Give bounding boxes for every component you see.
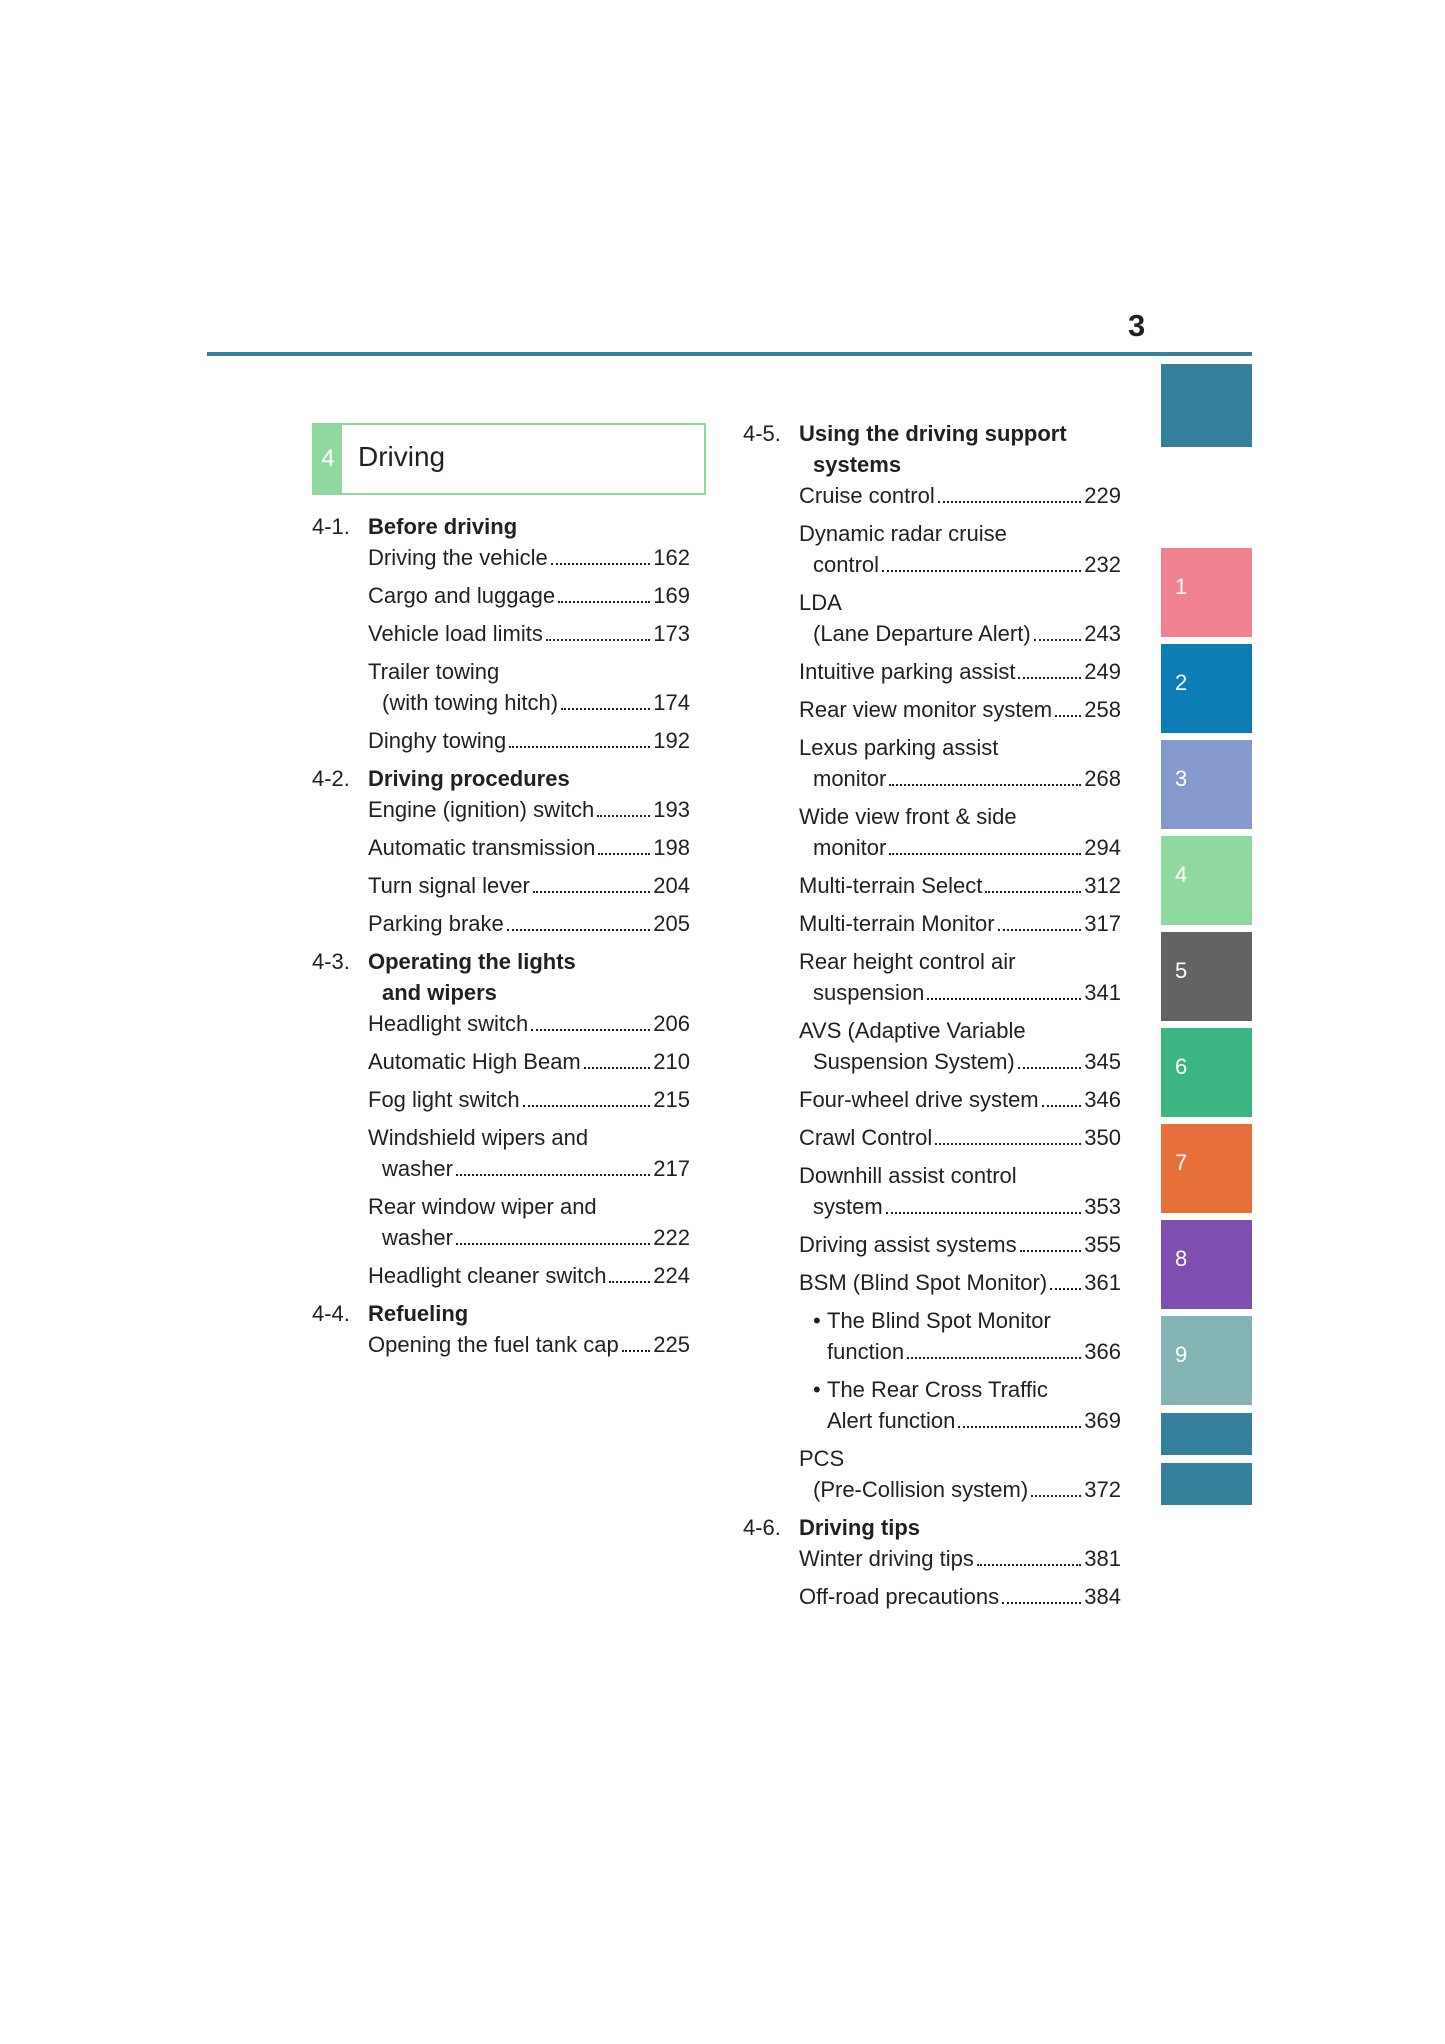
chapter-heading bbox=[312, 423, 706, 495]
toc-entry[interactable] bbox=[368, 656, 690, 718]
entry-label: Vehicle load limits bbox=[368, 621, 543, 646]
entry-label: suspension bbox=[813, 980, 925, 1005]
entry-page: 174 bbox=[653, 690, 690, 715]
toc-entry[interactable] bbox=[368, 725, 690, 756]
toc-entry[interactable] bbox=[799, 801, 1121, 863]
header-rule bbox=[207, 352, 1252, 356]
entry-page: 384 bbox=[1084, 1584, 1121, 1609]
dot-leader bbox=[1050, 1288, 1081, 1290]
entry-label: Intuitive parking assist bbox=[799, 659, 1016, 684]
entry-page: 229 bbox=[1084, 483, 1121, 508]
entry-label: (Pre-Collision system) bbox=[813, 1477, 1029, 1502]
entry-label: Off-road precautions bbox=[799, 1584, 1000, 1609]
entry-label: Turn signal lever bbox=[368, 873, 530, 898]
dot-leader bbox=[584, 1067, 651, 1069]
toc-entry[interactable] bbox=[368, 1046, 690, 1077]
section-heading bbox=[312, 511, 690, 542]
entry-page: 243 bbox=[1084, 621, 1121, 646]
side-tab-top[interactable] bbox=[1161, 364, 1252, 447]
dot-leader bbox=[533, 891, 650, 893]
toc-entry[interactable] bbox=[368, 1329, 690, 1360]
section-number: 4-6. bbox=[743, 1515, 781, 1540]
side-tab-label: 3 bbox=[1175, 766, 1188, 791]
section-title: Operating the lights bbox=[368, 949, 576, 974]
section-title: Refueling bbox=[368, 1301, 469, 1326]
section-title: Before driving bbox=[368, 514, 518, 539]
entry-label: (with towing hitch) bbox=[382, 690, 559, 715]
side-tab-7[interactable] bbox=[1161, 1124, 1252, 1213]
entry-page: 232 bbox=[1084, 552, 1121, 577]
section-title-line2: systems bbox=[813, 452, 902, 477]
section-heading bbox=[743, 1512, 1121, 1543]
toc-entry[interactable] bbox=[799, 1015, 1121, 1077]
side-tab-label: 8 bbox=[1175, 1246, 1188, 1271]
dot-leader bbox=[1034, 639, 1082, 641]
toc-entry[interactable] bbox=[799, 1160, 1121, 1222]
entry-page: 224 bbox=[653, 1263, 690, 1288]
toc-entry[interactable] bbox=[799, 1122, 1121, 1153]
entry-page: 366 bbox=[1084, 1339, 1121, 1364]
entry-label: Crawl Control bbox=[799, 1125, 933, 1150]
dot-leader bbox=[509, 746, 650, 748]
toc-entry[interactable] bbox=[799, 870, 1121, 901]
side-tab-label: 4 bbox=[1175, 862, 1188, 887]
entry-label: Rear view monitor system bbox=[799, 697, 1053, 722]
entry-page: 381 bbox=[1084, 1546, 1121, 1571]
toc-subentry[interactable] bbox=[799, 1374, 1121, 1436]
side-tab-3[interactable] bbox=[1161, 740, 1252, 829]
section-title: Driving tips bbox=[799, 1515, 921, 1540]
entry-label: Cruise control bbox=[799, 483, 935, 508]
dot-leader bbox=[546, 639, 650, 641]
entry-page: 205 bbox=[653, 911, 690, 936]
side-tab-label: 7 bbox=[1175, 1150, 1188, 1175]
section-title: Using the driving support bbox=[799, 421, 1067, 446]
dot-leader bbox=[886, 1212, 1082, 1214]
toc-entry[interactable] bbox=[368, 1191, 690, 1253]
entry-page: 210 bbox=[653, 1049, 690, 1074]
dot-leader bbox=[531, 1029, 650, 1031]
entry-label: Headlight cleaner switch bbox=[368, 1263, 607, 1288]
entry-page: 173 bbox=[653, 621, 690, 646]
toc-entry[interactable] bbox=[799, 587, 1121, 649]
toc-entry[interactable] bbox=[368, 870, 690, 901]
dot-leader bbox=[938, 501, 1082, 503]
entry-page: 198 bbox=[653, 835, 690, 860]
entry-page: 268 bbox=[1084, 766, 1121, 791]
chapter-title: Driving bbox=[358, 441, 446, 472]
dot-leader bbox=[985, 891, 1081, 893]
toc-subentry[interactable] bbox=[799, 1305, 1121, 1367]
entry-page: 222 bbox=[653, 1225, 690, 1250]
entry-page: 353 bbox=[1084, 1194, 1121, 1219]
entry-label: Multi-terrain Select bbox=[799, 873, 983, 898]
dot-leader bbox=[561, 708, 650, 710]
side-tab-label: 5 bbox=[1175, 958, 1188, 983]
entry-page: 217 bbox=[653, 1156, 690, 1181]
entry-page: 215 bbox=[653, 1087, 690, 1112]
entry-label: washer bbox=[382, 1156, 453, 1181]
entry-label: Alert function bbox=[827, 1408, 956, 1433]
dot-leader bbox=[1018, 1067, 1082, 1069]
entry-label-line1: Trailer towing bbox=[368, 659, 500, 684]
entry-page: 345 bbox=[1084, 1049, 1121, 1074]
dot-leader bbox=[598, 853, 650, 855]
entry-page: 369 bbox=[1084, 1408, 1121, 1433]
side-tab-8[interactable] bbox=[1161, 1220, 1252, 1309]
dot-leader bbox=[551, 563, 651, 565]
side-tab-1[interactable] bbox=[1161, 548, 1252, 637]
side-tab-5[interactable] bbox=[1161, 932, 1252, 1021]
dot-leader bbox=[456, 1243, 650, 1245]
entry-label-line1: PCS bbox=[799, 1446, 845, 1471]
dot-leader bbox=[558, 601, 650, 603]
toc-entry[interactable] bbox=[799, 908, 1121, 939]
entry-label: Winter driving tips bbox=[799, 1546, 974, 1571]
entry-page: 258 bbox=[1084, 697, 1121, 722]
entry-label-line1: AVS (Adaptive Variable bbox=[799, 1018, 1026, 1043]
toc-entry[interactable] bbox=[799, 1443, 1121, 1505]
entry-label-line1: Dynamic radar cruise bbox=[799, 521, 1007, 546]
toc-entry[interactable] bbox=[368, 832, 690, 863]
dot-leader bbox=[907, 1357, 1081, 1359]
dot-leader bbox=[882, 570, 1081, 572]
dot-leader bbox=[977, 1564, 1081, 1566]
dot-leader bbox=[1042, 1105, 1082, 1107]
entry-page: 341 bbox=[1084, 980, 1121, 1005]
toc-entry[interactable] bbox=[799, 656, 1121, 687]
toc-entry[interactable] bbox=[368, 908, 690, 939]
dot-leader bbox=[456, 1174, 650, 1176]
entry-label-line1: LDA bbox=[799, 590, 842, 615]
entry-page: 193 bbox=[653, 797, 690, 822]
dot-leader bbox=[597, 815, 650, 817]
entry-page: 361 bbox=[1084, 1270, 1121, 1295]
entry-page: 312 bbox=[1084, 873, 1121, 898]
toc-entry[interactable] bbox=[368, 542, 690, 573]
dot-leader bbox=[523, 1105, 651, 1107]
side-tab-label: 9 bbox=[1175, 1342, 1188, 1367]
entry-label-line1: Downhill assist control bbox=[799, 1163, 1017, 1188]
entry-label: Driving assist systems bbox=[799, 1232, 1017, 1257]
toc-entry[interactable] bbox=[368, 580, 690, 611]
entry-page: 249 bbox=[1084, 659, 1121, 684]
entry-label: control bbox=[813, 552, 880, 577]
side-tab-2[interactable] bbox=[1161, 644, 1252, 733]
toc-entry[interactable] bbox=[799, 518, 1121, 580]
section-title-line2: and wipers bbox=[382, 980, 497, 1005]
entry-label: BSM (Blind Spot Monitor) bbox=[799, 1270, 1048, 1295]
toc-entry[interactable] bbox=[368, 1008, 690, 1039]
dot-leader bbox=[622, 1350, 651, 1352]
side-tab-extra-1[interactable] bbox=[1161, 1413, 1252, 1455]
entry-label: (Lane Departure Alert) bbox=[813, 621, 1031, 646]
entry-label: Fog light switch bbox=[368, 1087, 520, 1112]
section-number: 4-5. bbox=[743, 421, 781, 446]
entry-page: 350 bbox=[1084, 1125, 1121, 1150]
entry-page: 355 bbox=[1084, 1232, 1121, 1257]
entry-page: 372 bbox=[1084, 1477, 1121, 1502]
section-heading bbox=[312, 1298, 690, 1329]
entry-page: 169 bbox=[653, 583, 690, 608]
toc-entry[interactable] bbox=[799, 480, 1121, 511]
side-tab-label: 6 bbox=[1175, 1054, 1188, 1079]
section-heading bbox=[743, 418, 1121, 480]
section-number: 4-2. bbox=[312, 766, 350, 791]
dot-leader bbox=[507, 929, 651, 931]
entry-label: Opening the fuel tank cap bbox=[368, 1332, 619, 1357]
entry-page: 206 bbox=[653, 1011, 690, 1036]
entry-label-line1: Rear height control air bbox=[799, 949, 1016, 974]
entry-page: 204 bbox=[653, 873, 690, 898]
entry-label: Suspension System) bbox=[813, 1049, 1015, 1074]
entry-label: Automatic transmission bbox=[368, 835, 596, 860]
toc-entry[interactable] bbox=[799, 1229, 1121, 1260]
section-number: 4-4. bbox=[312, 1301, 350, 1326]
entry-label: Engine (ignition) switch bbox=[368, 797, 595, 822]
toc-entry[interactable] bbox=[368, 794, 690, 825]
entry-label-line1: Wide view front & side bbox=[799, 804, 1017, 829]
section-heading bbox=[312, 763, 690, 794]
dot-leader bbox=[1018, 677, 1081, 679]
toc-left-column bbox=[312, 511, 690, 1367]
toc-entry[interactable] bbox=[799, 1267, 1121, 1298]
toc-right-column bbox=[743, 418, 1121, 1619]
section-title: Driving procedures bbox=[368, 766, 570, 791]
dot-leader bbox=[998, 929, 1082, 931]
entry-label: monitor bbox=[813, 835, 887, 860]
section-number: 4-1. bbox=[312, 514, 350, 539]
entry-label-line1: Rear window wiper and bbox=[368, 1194, 597, 1219]
side-tab-extra-2[interactable] bbox=[1161, 1463, 1252, 1505]
side-tab-6[interactable] bbox=[1161, 1028, 1252, 1117]
section-heading bbox=[312, 946, 690, 1008]
toc-entry[interactable] bbox=[368, 618, 690, 649]
dot-leader bbox=[1055, 715, 1081, 717]
entry-label: Four-wheel drive system bbox=[799, 1087, 1039, 1112]
section-number: 4-3. bbox=[312, 949, 350, 974]
entry-label: washer bbox=[382, 1225, 453, 1250]
dot-leader bbox=[889, 784, 1081, 786]
toc-entry[interactable] bbox=[799, 1543, 1121, 1574]
entry-label: system bbox=[813, 1194, 883, 1219]
toc-entry[interactable] bbox=[799, 732, 1121, 794]
entry-label-line1: Lexus parking assist bbox=[799, 735, 999, 760]
toc-entry[interactable] bbox=[368, 1122, 690, 1184]
entry-label: Cargo and luggage bbox=[368, 583, 556, 608]
toc-entry[interactable] bbox=[799, 1084, 1121, 1115]
dot-leader bbox=[889, 853, 1081, 855]
entry-page: 192 bbox=[653, 728, 690, 753]
entry-label: Dinghy towing bbox=[368, 728, 507, 753]
side-tab-label: 2 bbox=[1175, 670, 1188, 695]
dot-leader bbox=[609, 1281, 650, 1283]
entry-label: Parking brake bbox=[368, 911, 504, 936]
side-tab-label: 1 bbox=[1175, 574, 1188, 599]
entry-page: 346 bbox=[1084, 1087, 1121, 1112]
entry-label: Driving the vehicle bbox=[368, 545, 548, 570]
entry-label: function bbox=[827, 1339, 905, 1364]
dot-leader bbox=[1002, 1602, 1081, 1604]
entry-page: 317 bbox=[1084, 911, 1121, 936]
entry-page: 162 bbox=[653, 545, 690, 570]
entry-page: 225 bbox=[653, 1332, 690, 1357]
dot-leader bbox=[1031, 1495, 1081, 1497]
dot-leader bbox=[927, 998, 1081, 1000]
side-tab-4[interactable] bbox=[1161, 836, 1252, 925]
chapter-number: 4 bbox=[314, 425, 342, 493]
toc-entry[interactable] bbox=[368, 1084, 690, 1115]
entry-label-line1: • The Rear Cross Traffic bbox=[799, 1374, 1121, 1405]
entry-label: monitor bbox=[813, 766, 887, 791]
toc-entry[interactable] bbox=[799, 694, 1121, 725]
page-number: 3 bbox=[1128, 308, 1146, 343]
dot-leader bbox=[935, 1143, 1081, 1145]
dot-leader bbox=[958, 1426, 1081, 1428]
entry-label-line1: Windshield wipers and bbox=[368, 1125, 589, 1150]
toc-entry[interactable] bbox=[799, 946, 1121, 1008]
toc-entry[interactable] bbox=[368, 1260, 690, 1291]
entry-label: Automatic High Beam bbox=[368, 1049, 581, 1074]
side-tab-9[interactable] bbox=[1161, 1316, 1252, 1405]
entry-label: Headlight switch bbox=[368, 1011, 529, 1036]
entry-label: Multi-terrain Monitor bbox=[799, 911, 995, 936]
entry-page: 294 bbox=[1084, 835, 1121, 860]
toc-entry[interactable] bbox=[799, 1581, 1121, 1612]
dot-leader bbox=[1020, 1250, 1082, 1252]
entry-label-line1: • The Blind Spot Monitor bbox=[799, 1305, 1121, 1336]
